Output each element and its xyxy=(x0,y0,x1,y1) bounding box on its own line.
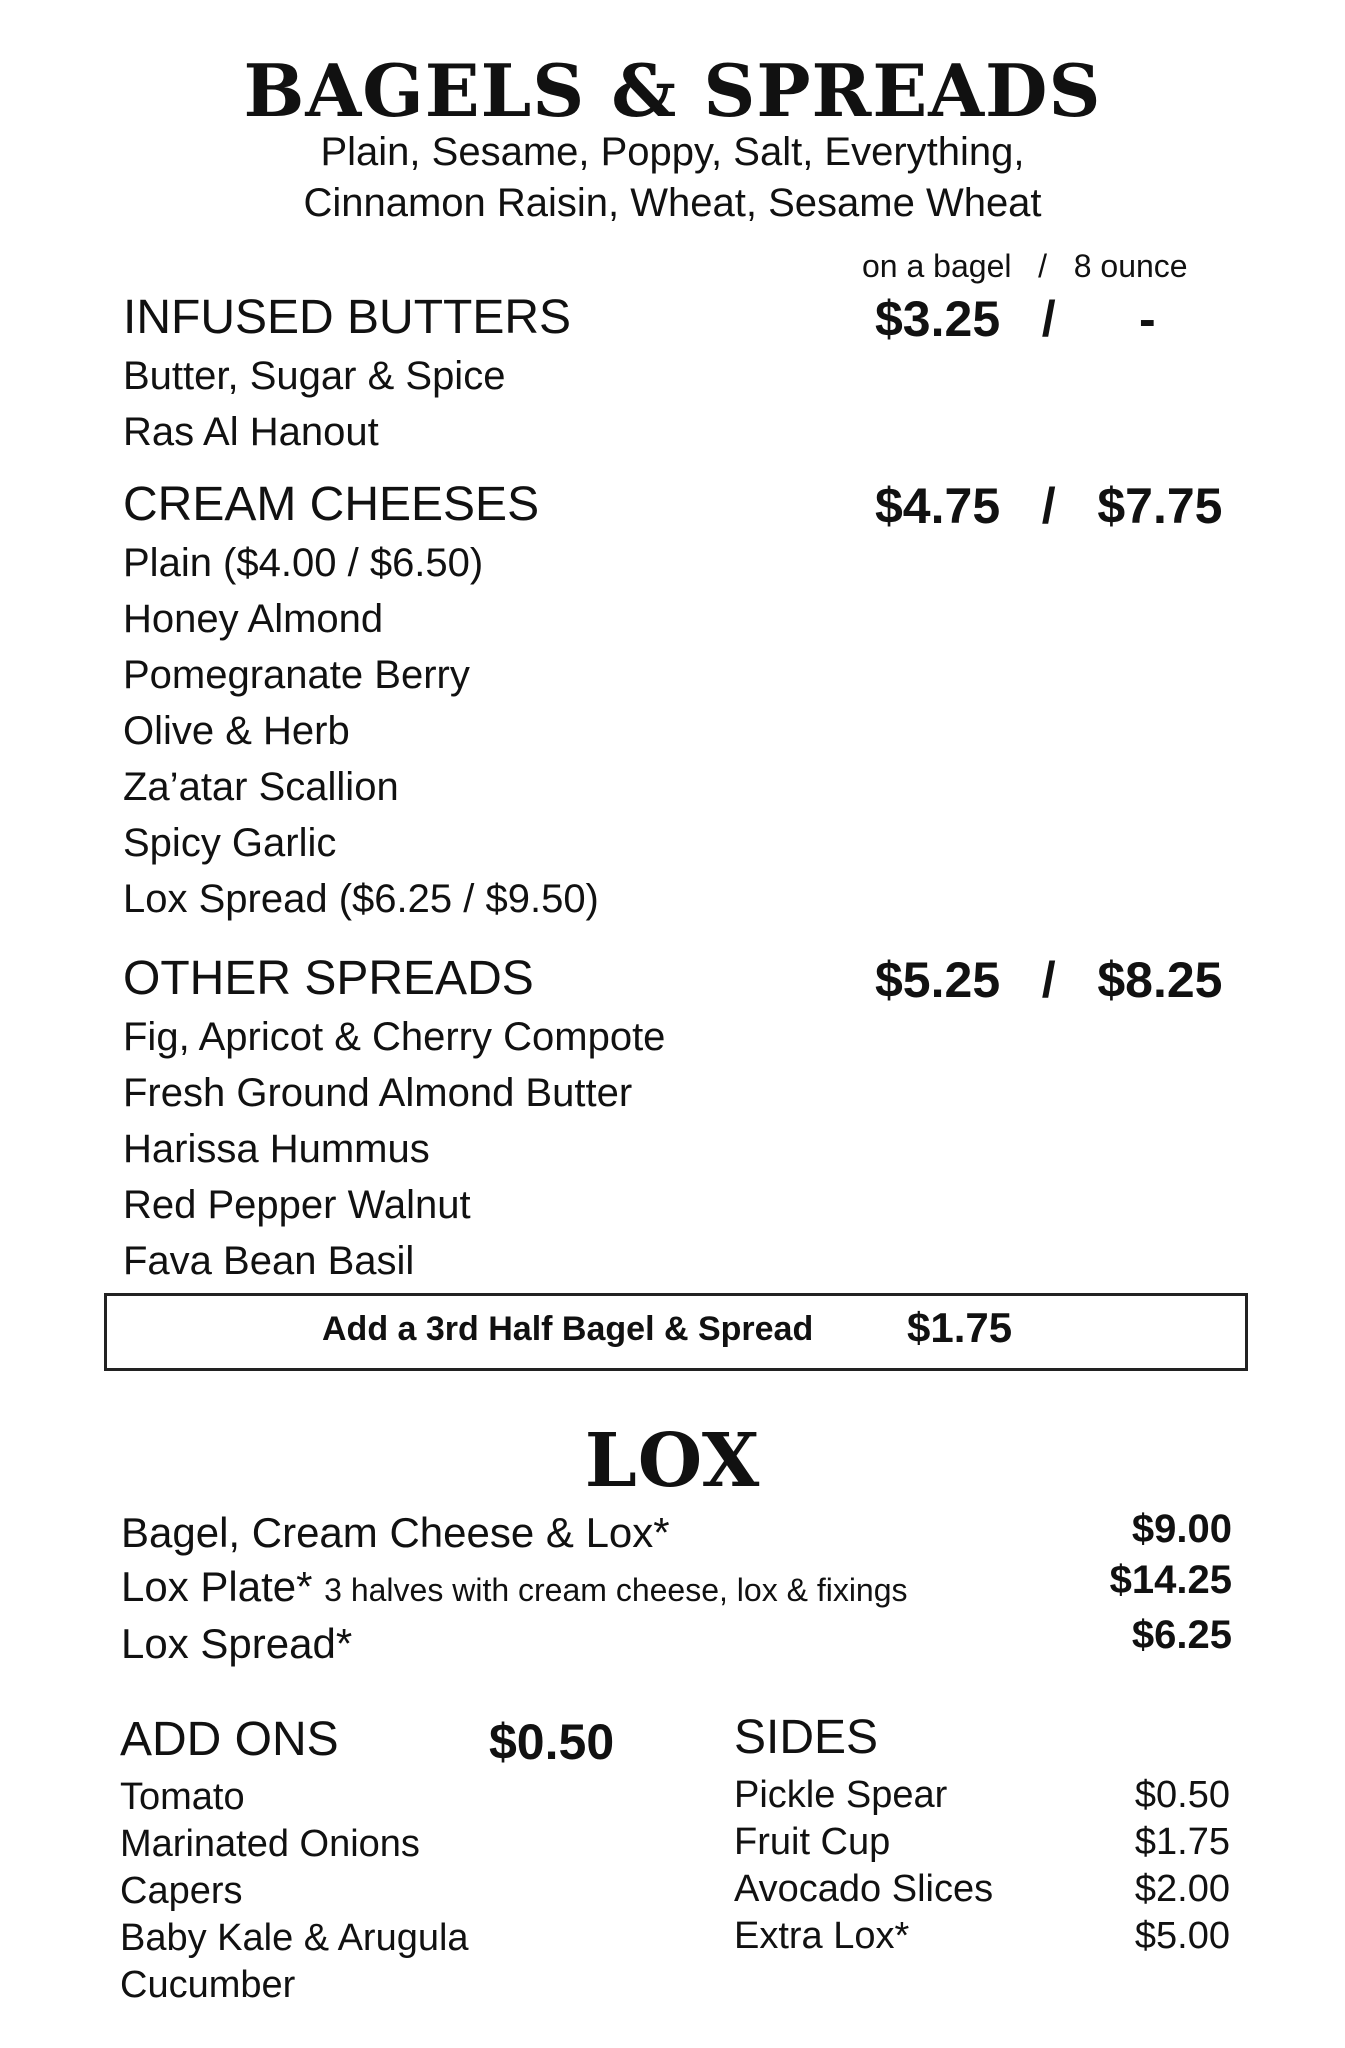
list-item: Fig, Apricot & Cherry Compote xyxy=(123,1015,666,1059)
lox-item-name: Bagel, Cream Cheese & Lox* xyxy=(121,1509,670,1556)
section-heading-infused-butters: INFUSED BUTTERS xyxy=(123,291,572,344)
bagel-types-line2: Cinnamon Raisin, Wheat, Sesame Wheat xyxy=(303,181,1042,225)
side-name: Extra Lox* xyxy=(734,1915,910,1957)
list-item: Cucumber xyxy=(120,1964,296,2006)
side-name: Fruit Cup xyxy=(734,1821,891,1863)
add-bagel-box xyxy=(104,1293,1248,1371)
list-item: Butter, Sugar & Spice xyxy=(123,354,506,398)
side-price: $0.50 xyxy=(1134,1774,1230,1816)
lox-item-note: 3 halves with cream cheese, lox & fixings xyxy=(324,1572,908,1608)
list-item xyxy=(734,1866,1230,1913)
add-bagel-label: Add a 3rd Half Bagel & Spread xyxy=(322,1310,814,1348)
price-add-ons: $0.50 xyxy=(489,1714,615,1770)
other-spreads-list xyxy=(123,1009,665,1289)
lox-item-row xyxy=(121,1563,908,1611)
list-item: Capers xyxy=(120,1870,243,1912)
list-item: Fresh Ground Almond Butter xyxy=(123,1071,633,1115)
lox-item-name: Lox Plate* xyxy=(121,1563,313,1610)
lox-item-price: $14.25 xyxy=(1109,1558,1232,1602)
add-bagel-price: $1.75 xyxy=(907,1304,1013,1351)
price-other-spreads: $5.25 / $8.25 xyxy=(875,952,1223,1008)
lox-item-name: Lox Spread* xyxy=(121,1620,353,1667)
size-header: on a bagel / 8 ounce xyxy=(862,248,1188,284)
section-heading-sides: SIDES xyxy=(734,1711,879,1764)
side-price: $5.00 xyxy=(1134,1915,1230,1957)
list-item: Olive & Herb xyxy=(123,709,350,753)
section-heading-lox: LOX xyxy=(584,1418,761,1504)
list-item xyxy=(734,1913,1230,1960)
side-price: $2.00 xyxy=(1134,1868,1230,1910)
bagel-types-line1: Plain, Sesame, Poppy, Salt, Everything, xyxy=(320,130,1025,174)
infused-butters-list xyxy=(123,348,505,460)
list-item: Red Pepper Walnut xyxy=(123,1183,471,1227)
list-item: Baby Kale & Arugula xyxy=(120,1917,469,1959)
side-name: Avocado Slices xyxy=(734,1868,994,1910)
list-item: Honey Almond xyxy=(123,597,384,641)
section-heading-cream-cheeses: CREAM CHEESES xyxy=(123,478,540,531)
side-name: Pickle Spear xyxy=(734,1774,948,1816)
list-item xyxy=(734,1772,1230,1819)
side-price: $1.75 xyxy=(1134,1821,1230,1863)
section-heading-add-ons: ADD ONS xyxy=(120,1713,339,1766)
list-item: Za’atar Scallion xyxy=(123,765,399,809)
list-item: Lox Spread ($6.25 / $9.50) xyxy=(123,877,599,921)
lox-item-price: $6.25 xyxy=(1131,1613,1232,1657)
list-item: Tomato xyxy=(120,1776,245,1818)
price-infused-butters: $3.25 / - xyxy=(875,291,1156,347)
sides-list xyxy=(734,1772,1230,1960)
list-item: Plain ($4.00 / $6.50) xyxy=(123,541,484,585)
price-cream-cheeses: $4.75 / $7.75 xyxy=(875,478,1223,534)
list-item: Ras Al Hanout xyxy=(123,410,379,454)
list-item: Marinated Onions xyxy=(120,1823,420,1865)
lox-item-price: $9.00 xyxy=(1131,1507,1232,1551)
page-title: BAGELS & SPREADS xyxy=(243,48,1102,133)
list-item: Harissa Hummus xyxy=(123,1127,430,1171)
add-ons-list xyxy=(120,1774,469,2009)
list-item: Pomegranate Berry xyxy=(123,653,470,697)
list-item: Spicy Garlic xyxy=(123,821,337,865)
list-item xyxy=(734,1819,1230,1866)
section-heading-other-spreads: OTHER SPREADS xyxy=(123,952,534,1005)
list-item: Fava Bean Basil xyxy=(123,1239,415,1283)
cream-cheeses-list xyxy=(123,535,599,927)
